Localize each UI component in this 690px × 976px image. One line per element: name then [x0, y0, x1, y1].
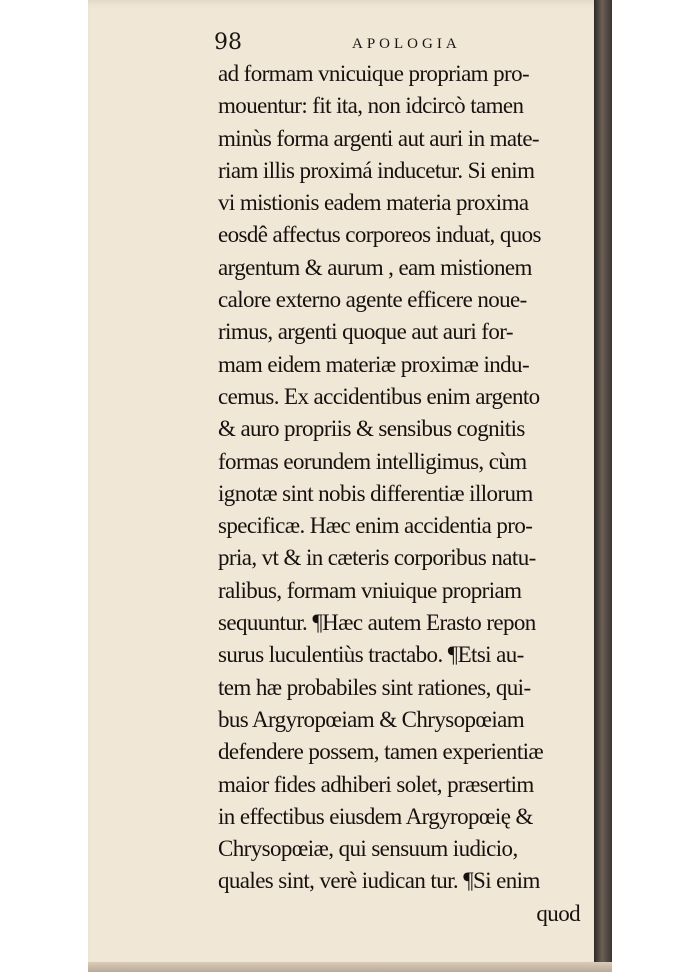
text-line: pria, vt & in cæteris corporibus natu- [218, 545, 536, 571]
text-line: cemus. Ex accidentibus enim argento [218, 383, 540, 409]
running-title: APOLOGIA [352, 36, 461, 52]
text-line: riam illis proximá inducetur. Si enim [218, 157, 535, 183]
page-bottom-edge [88, 962, 612, 972]
text-line: quales sint, verè iudican tur. ¶Si enim [218, 868, 540, 894]
text-line: vi mistionis eadem materia proxima [218, 190, 529, 216]
text-line: specificæ. Hæc enim accidentia pro- [218, 513, 533, 539]
running-head [214, 30, 594, 60]
page-number: 98 [214, 30, 242, 55]
text-line: ignotæ sint nobis differentiæ illorum [218, 480, 533, 506]
text-line: calore externo agente efficere noue- [218, 287, 527, 313]
text-line: eosdê affectus corporeos induat, quos [218, 222, 541, 248]
text-line: minùs forma argenti aut auri in mate- [218, 125, 539, 151]
text-line: surus luculentiùs tractabo. ¶Etsi au- [218, 642, 524, 668]
text-line: argentum & aurum , eam mistionem [218, 254, 532, 280]
text-line: bus Argyropœiam & Chrysopœiam [218, 706, 525, 732]
text-line: in effectibus eiusdem Argyropœię & [218, 803, 533, 829]
text-line: & auro propriis & sensibus cognitis [218, 416, 525, 442]
text-line: Chrysopœiæ, qui sensuum iudicio, [218, 836, 518, 862]
text-line: maior fides adhiberi solet, præsertim [218, 771, 534, 797]
text-line: tem hæ probabiles sint rationes, qui- [218, 674, 531, 700]
text-line: mam eidem materiæ proximæ indu- [218, 351, 530, 377]
text-line: mouentur: fit ita, non idcircò tamen [218, 93, 524, 119]
text-line: formas eorundem intelligimus, cùm [218, 448, 527, 474]
body-text [218, 58, 590, 930]
catchword: quod [536, 900, 580, 926]
text-line: ad formam vnicuique propriam pro- [218, 61, 530, 86]
text-line: defendere possem, tamen experientiæ [218, 739, 544, 765]
text-line: sequuntur. ¶Hæc autem Erasto repon [218, 610, 536, 636]
text-line: ralibus, formam vniuique propriam [218, 577, 522, 603]
text-line: rimus, argenti quoque aut auri for- [218, 319, 513, 345]
book-spine [594, 0, 612, 970]
